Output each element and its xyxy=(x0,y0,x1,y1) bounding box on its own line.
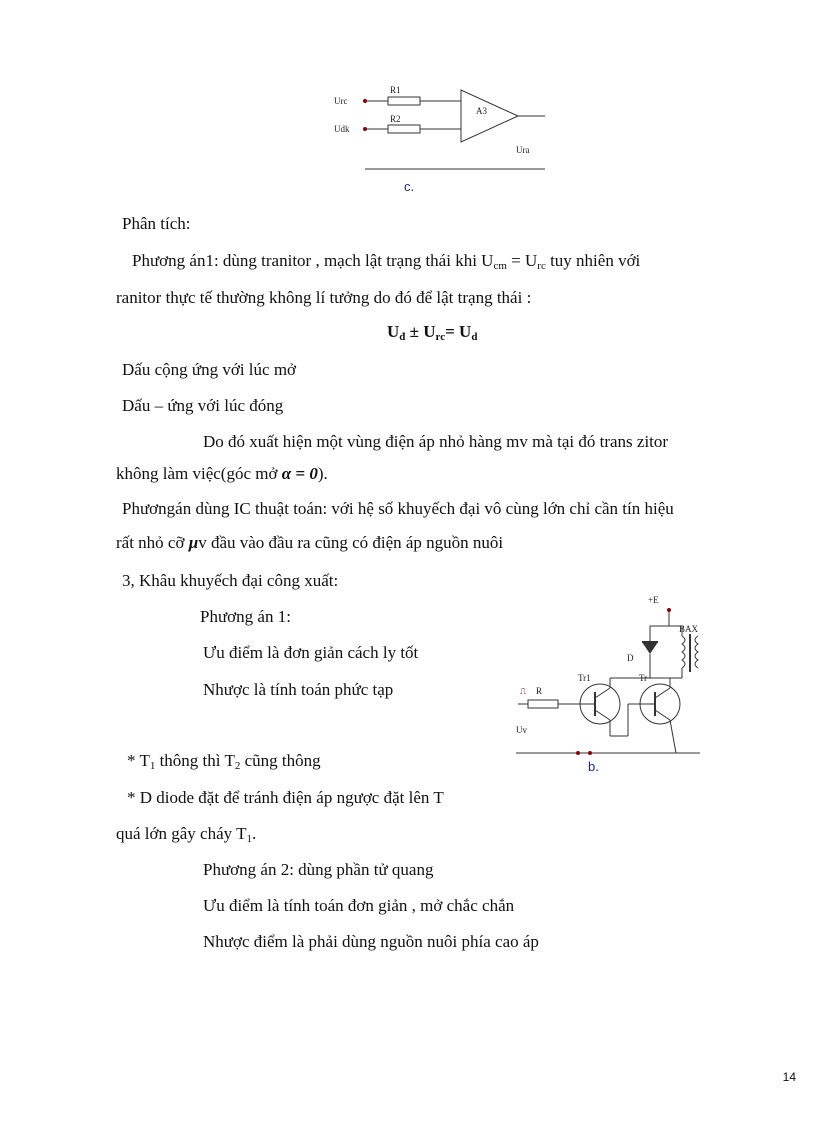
resistor-r xyxy=(528,700,558,708)
paragraph-6: không làm việc(góc mở α = 0). xyxy=(116,464,328,483)
label-supply: +E xyxy=(648,595,659,605)
label-r2: R2 xyxy=(390,114,401,124)
paragraph-4: Dấu – ứng với lúc đóng xyxy=(122,396,284,415)
label-pulse: ⎍ xyxy=(520,686,527,696)
paragraph-3: Dấu cộng ứng với lúc mở xyxy=(122,360,297,379)
paragraph-8: rất nhỏ cỡ μv đầu vào đầu ra cũng có điện áp nguồn nuôi xyxy=(116,533,504,552)
option-1-advantage: Ưu điểm là đơn giản cách ly tốt xyxy=(203,643,419,662)
resistor-r2 xyxy=(388,125,420,133)
paragraph-1: Phương án1: dùng tranitor , mạch lật trạng thái khi $U_{cm} = U_{rc}$ tuy nhiên với xyxy=(132,251,641,272)
page-number: 14 xyxy=(782,1070,796,1084)
option-2-advantage: Ưu điểm là tính toán đơn giản , mở chắc chắn xyxy=(203,896,515,915)
note-2: * D diode đặt để tránh điện áp ngược đặt lên T xyxy=(127,788,444,807)
option-1: Phương án 1: xyxy=(200,607,291,626)
label-uv: Uv xyxy=(516,725,527,735)
label-tr2: Tr xyxy=(639,673,648,683)
paragraph-7: Phươngán dùng IC thuật toán: với hệ số khuyếch đại vô cùng lớn chỉ cần tín hiệu xyxy=(122,499,674,518)
opamp-a3 xyxy=(461,90,518,142)
option-2-disadvantage: Nhược điểm là phải dùng nguồn nuôi phía cao áp xyxy=(203,932,539,951)
label-ura: Ura xyxy=(516,145,530,155)
opamp-diagram xyxy=(320,78,560,198)
diagram-b-caption: b. xyxy=(588,759,599,774)
paragraph-2: ranitor thực tế thường không lí tưởng do đó để lật trạng thái : xyxy=(116,288,532,307)
relay-coil xyxy=(682,636,685,668)
equation: $U_đ \pm U_{rc}= U_d$ xyxy=(387,322,478,343)
label-tr1: Tr1 xyxy=(578,673,591,683)
transistor-driver-diagram xyxy=(500,590,740,780)
label-r1: R1 xyxy=(390,85,401,95)
label-urc: Urc xyxy=(334,96,348,106)
label-udk: Udk xyxy=(334,124,350,134)
label-relay: BAX xyxy=(679,624,699,634)
label-a3: A3 xyxy=(476,106,487,116)
label-diode: D xyxy=(627,653,634,663)
note-1: * $T_1$ thông thì $T_2$ cũng thông xyxy=(127,751,321,772)
section-3: 3, Khâu khuyếch đại công xuất: xyxy=(122,571,339,590)
heading-phan-tich: Phân tích: xyxy=(122,214,191,233)
diagram-c-caption: c. xyxy=(404,179,415,194)
option-1-disadvantage: Nhược là tính toán phức tạp xyxy=(203,680,394,699)
note-3: quá lớn gây cháy $T_1$. xyxy=(116,824,257,845)
diode-symbol xyxy=(642,642,658,654)
label-r: R xyxy=(536,686,543,696)
resistor-r1 xyxy=(388,97,420,105)
option-2: Phương án 2: dùng phần tử quang xyxy=(203,860,434,879)
paragraph-5: Do đó xuất hiện một vùng điện áp nhỏ hàng mv mà tại đó trans zitor xyxy=(203,432,669,451)
